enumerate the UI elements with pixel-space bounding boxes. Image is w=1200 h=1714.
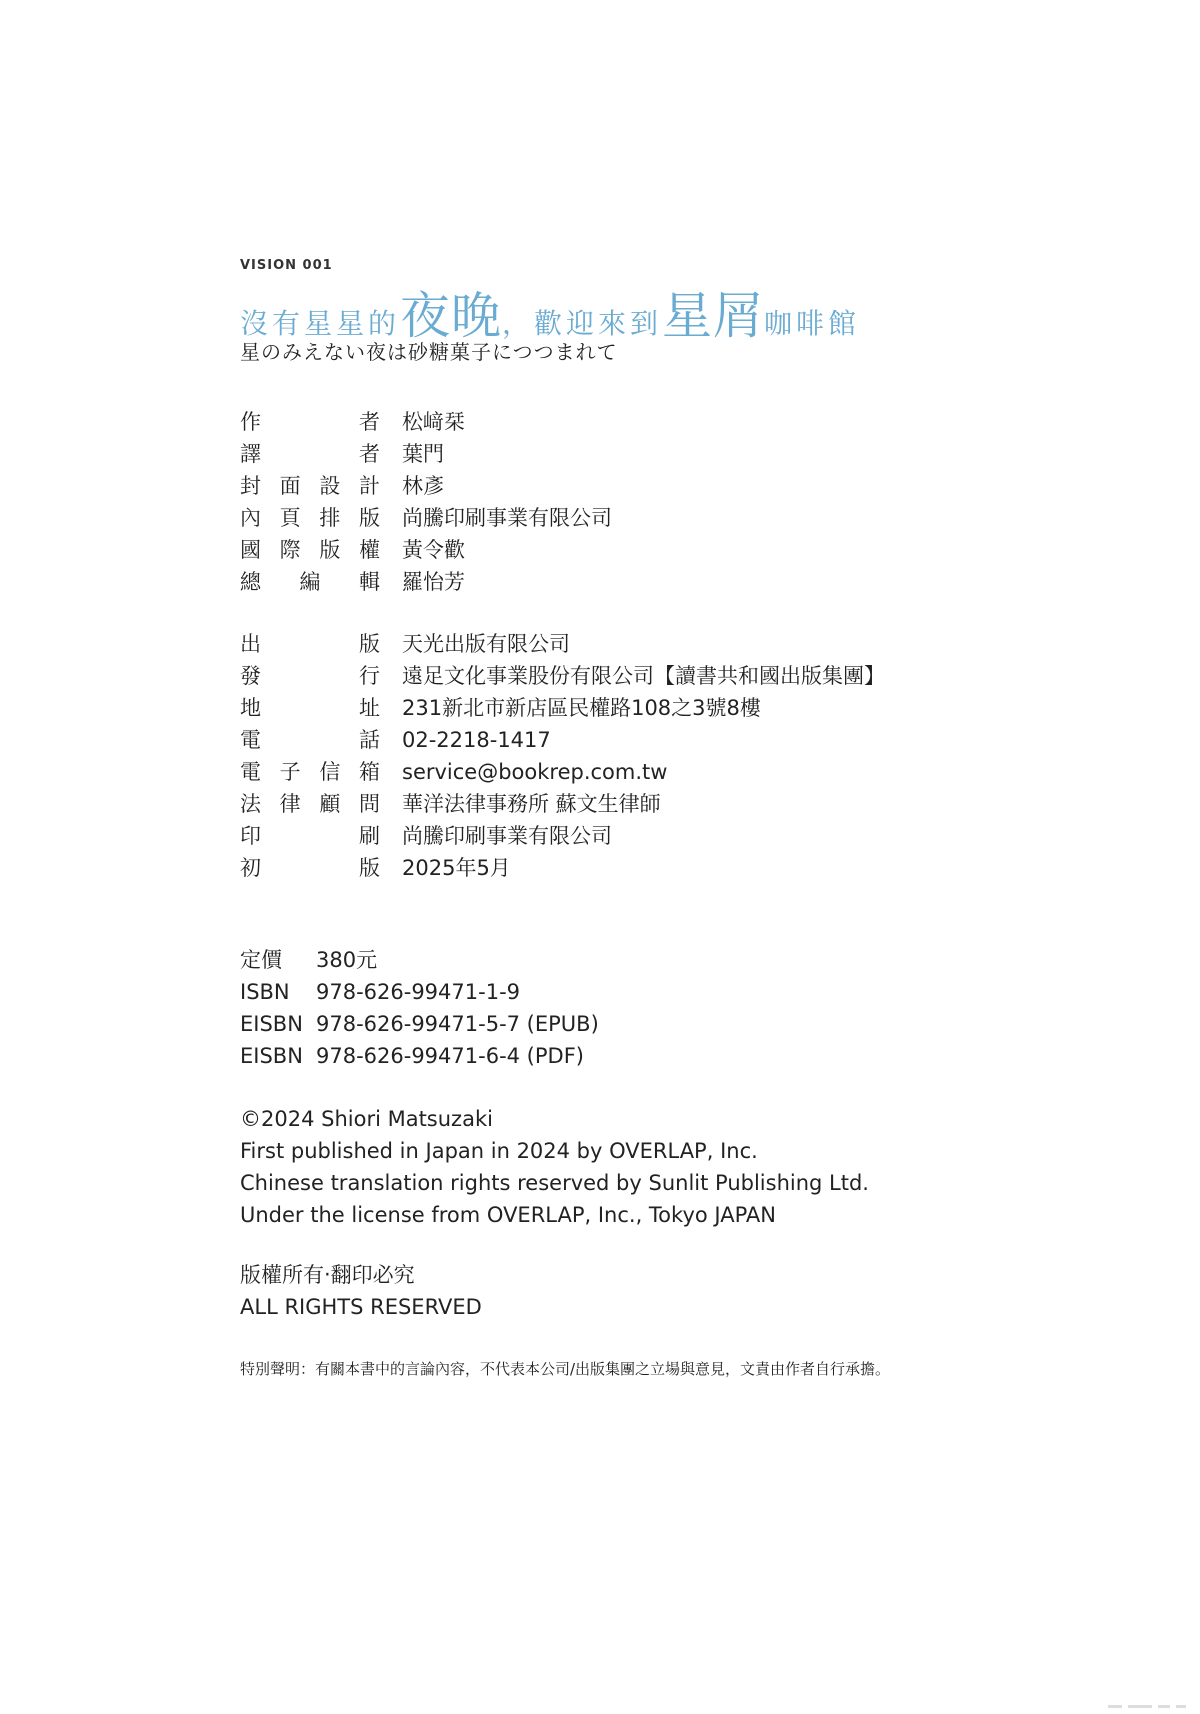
publishing-label: 發行 (240, 664, 380, 688)
publishing-row (240, 692, 885, 724)
isbn-value: 978-626-99471-1-9 (316, 980, 521, 1004)
publishing-value: 尚騰印刷事業有限公司 (402, 824, 612, 848)
copyright-line: ©2024 Shiori Matsuzaki (240, 1107, 493, 1131)
credit-value: 羅怡芳 (402, 570, 465, 594)
pricing-label: ISBN (240, 980, 290, 1004)
publishing-label: 印刷 (240, 824, 380, 848)
pricing-label: EISBN (240, 1012, 303, 1036)
pricing-label: 定價 (240, 948, 282, 972)
price-value: 380元 (316, 948, 378, 972)
pricing-row (240, 944, 599, 976)
publishing-label: 出版 (240, 632, 380, 656)
publishing-value: 遠足文化事業股份有限公司【讀書共和國出版集團】 (402, 664, 885, 688)
credit-label: 譯者 (240, 442, 380, 466)
email-value: service@bookrep.com.tw (402, 760, 668, 784)
book-title (240, 276, 861, 345)
copyright-line: Under the license from OVERLAP, Inc., Tokyo JAPAN (240, 1203, 776, 1227)
publishing-value: 02-2218-1417 (402, 728, 551, 752)
publishing-value: 231新北市新店區民權路108之3號8樓 (402, 696, 761, 720)
title-part-5: 咖啡館 (764, 307, 861, 340)
corner-watermark (1090, 1695, 1200, 1703)
copyright-line: Chinese translation rights reserved by Sunlit Publishing Ltd. (240, 1171, 869, 1195)
pricing-row (240, 976, 599, 1008)
credit-label: 作者 (240, 410, 380, 434)
credit-value: 松﨑栞 (402, 410, 465, 434)
credit-value: 尚騰印刷事業有限公司 (402, 506, 612, 530)
publishing-label: 地址 (240, 696, 380, 720)
credit-value: 黃令歡 (402, 538, 465, 562)
credits-list (240, 406, 612, 598)
copyright-block (240, 1103, 869, 1231)
pricing-list (240, 944, 599, 1072)
publishing-row (240, 820, 885, 852)
publishing-label: 電子信箱 (240, 760, 380, 784)
rights-line: 版權所有‧翻印必究 (240, 1263, 415, 1287)
credit-row (240, 566, 612, 598)
credit-row (240, 502, 612, 534)
credit-label: 總編輯 (240, 570, 380, 594)
publishing-row (240, 724, 885, 756)
publishing-row (240, 628, 885, 660)
disclaimer-notice: 特別聲明：有關本書中的言論內容，不代表本公司/出版集團之立場與意見，文責由作者自行承擔。 (240, 1360, 891, 1378)
title-part-4: 星屑 (662, 287, 765, 345)
credit-label: 封面設計 (240, 474, 380, 498)
eisbn-value: 978-626-99471-6-4 (PDF) (316, 1044, 584, 1068)
publishing-value: 華洋法律事務所 蘇文生律師 (402, 792, 661, 816)
title-part-2: 夜晚 (400, 287, 503, 345)
series-label: VISION 001 (240, 258, 333, 273)
publishing-label: 初版 (240, 856, 380, 880)
eisbn-value: 978-626-99471-5-7 (EPUB) (316, 1012, 599, 1036)
credit-label: 內頁排版 (240, 506, 380, 530)
pricing-row (240, 1040, 599, 1072)
publishing-list (240, 628, 885, 884)
title-part-1: 沒有星星的 (240, 307, 401, 340)
credit-row (240, 438, 612, 470)
pricing-label: EISBN (240, 1044, 303, 1068)
rights-block (240, 1259, 482, 1323)
publishing-row (240, 788, 885, 820)
title-part-3: ，歡迎來到 (502, 307, 663, 340)
publishing-value: 天光出版有限公司 (402, 632, 570, 656)
credit-value: 林彥 (402, 474, 444, 498)
publishing-value: 2025年5月 (402, 856, 511, 880)
publishing-label: 法律顧問 (240, 792, 380, 816)
publishing-label: 電話 (240, 728, 380, 752)
pricing-row (240, 1008, 599, 1040)
credit-label: 國際版權 (240, 538, 380, 562)
rights-line: ALL RIGHTS RESERVED (240, 1295, 482, 1319)
publishing-row (240, 852, 885, 884)
credit-row (240, 470, 612, 502)
credit-value: 葉門 (402, 442, 444, 466)
credit-row (240, 406, 612, 438)
copyright-line: First published in Japan in 2024 by OVERLAP, Inc. (240, 1139, 758, 1163)
credit-row (240, 534, 612, 566)
publishing-row (240, 756, 885, 788)
original-title: 星のみえない夜は砂糖菓子につつまれて (240, 340, 618, 364)
publishing-row (240, 660, 885, 692)
